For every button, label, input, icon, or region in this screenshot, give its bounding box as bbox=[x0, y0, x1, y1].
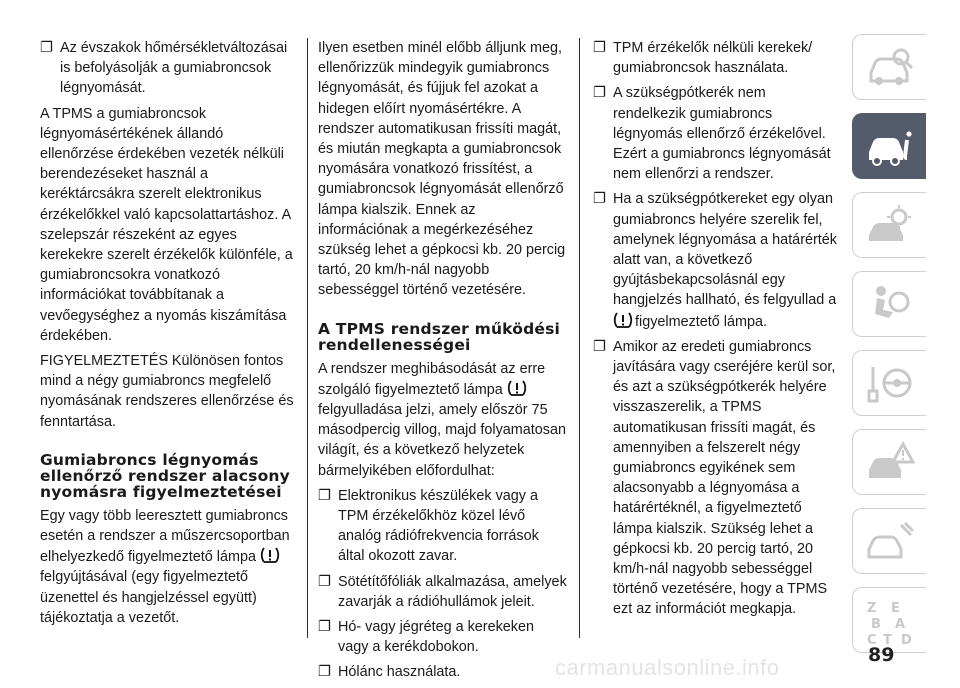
car-info-icon bbox=[865, 124, 915, 168]
svg-text:E: E bbox=[891, 601, 900, 616]
tab-car-sun[interactable] bbox=[852, 192, 926, 258]
list-item: ❐ Amikor az eredeti gumiabroncs javítására vagy cseréjére kerül sor, és azt a szükségpótkerék helyére visszaszerelik, a TPMS automatikusan frissíti magát, és amennyiben a felszerelt négy gumiabroncs egyikének sem alacsonyabb a légnyomása a határértéknél, a figyelmeztető lámpa kialszik. Szükség lehet a gépkocsi kb. 20 percig tartó, 20 km/h-nál nagyobb sebességgel történő vezetésére, hogy a TPMS ezt az információt megkapja. bbox=[593, 338, 836, 618]
car-warning-icon bbox=[865, 440, 915, 484]
tab-airbag-seat[interactable] bbox=[852, 271, 926, 337]
section-heading: Gumiabroncs légnyomás ellenőrző rendszer alacsony nyomásra figyelmeztetései bbox=[40, 450, 290, 501]
tab-wrench-steering[interactable] bbox=[852, 350, 926, 416]
paragraph: Egy vagy több leeresztett gumiabroncs esetén a rendszer a műszercsoportban elhelyezkedő figyelmeztető lámpa felgyújtásával (egy figyelmeztető üzenettel és hangjelzéssel együtt) tájékoztatja a vezetőt. bbox=[40, 507, 290, 626]
airbag-seat-icon bbox=[865, 282, 915, 326]
chapter-tabs bbox=[852, 34, 926, 666]
watermark: carmanualsonline.info bbox=[555, 655, 780, 680]
tab-car-info[interactable] bbox=[852, 113, 926, 179]
paragraph: A TPMS a gumiabroncsok légnyomásértékének állandó ellenőrzése érdekében vezeték nélküli berendezéseket használ a keréktárcsákra szerelt elektronikus érzékelőkkel való kapcsolattartáshoz. A szelepszár részeként az egyes kerekekre szerelt érzékelők különféle, a gumiabroncsokra vonatkozó információkat továbbítanak a vevőegységhez a nyomás kiszámítása érdekében. bbox=[40, 105, 293, 344]
paragraph: Ilyen esetben minél előbb álljunk meg, ellenőrizzük mindegyik gumiabroncs légnyomását, és fújjuk fel azokat a hidegen előírt nyomásértékre. A rendszer automatikusan frissíti magát, és miután megkapta a gumiabroncsok nyomására vonatkozó frissítést, a gumiabroncsok légnyomását ellenőrző lámpa kialszik. Ennek az információnak a megérkezéséhez szükség lehet a gépkocsi kb. 20 percig tartó, 20 km/h-nál nagyobb sebességgel történő vezetésére. bbox=[318, 40, 566, 299]
section-heading: A TPMS rendszer működési rendellenességei bbox=[318, 319, 561, 354]
column-1 bbox=[40, 38, 298, 633]
paragraph: A rendszer meghibásodását az erre szolgáló figyelmeztető lámpa felgyulladása jelzi, amely először 75 másodpercig villog, majd folyamatosan világít, és a következő helyzetek bármelyikében előfordulhat: bbox=[318, 360, 566, 479]
svg-text:Z: Z bbox=[867, 601, 877, 616]
checkbox-bullet-icon: ❐ bbox=[40, 40, 53, 56]
column-divider-2 bbox=[579, 38, 580, 638]
svg-text:T: T bbox=[883, 633, 892, 646]
checkbox-bullet-icon: ❐ bbox=[593, 191, 606, 208]
tab-car-warning[interactable] bbox=[852, 429, 926, 495]
tire-pressure-warning-icon bbox=[613, 311, 633, 329]
list-item: ❐ Elektronikus készülékek vagy a TPM érzékelőkhöz közel lévő analóg rádiófrekvencia források által okozott zavar. bbox=[318, 487, 539, 565]
column-2 bbox=[318, 38, 568, 688]
svg-text:A: A bbox=[895, 617, 906, 632]
tab-car-service[interactable] bbox=[852, 508, 926, 574]
list-item: ❐ A szükségpótkerék nem rendelkezik gumiabroncs légnyomás ellenőrző érzékelővel. Ezért a gumiabroncs légnyomását nem ellenőrzi a rendszer. bbox=[593, 85, 831, 183]
tire-pressure-warning-icon bbox=[260, 546, 280, 564]
list-item: ❐ Hólánc használata. bbox=[318, 662, 568, 682]
list-item: ❐ TPM érzékelők nélküli kerekek/ gumiabroncsok használata. bbox=[593, 40, 813, 77]
list-item: ❐ Sötétítőfóliák alkalmazása, amelyek zavarják a rádióhullámok jeleit. bbox=[318, 573, 567, 610]
column-3 bbox=[593, 38, 841, 625]
checkbox-bullet-icon: ❐ bbox=[593, 40, 606, 56]
page-number: 89 bbox=[868, 644, 895, 666]
checkbox-bullet-icon: ❐ bbox=[318, 619, 331, 636]
checkbox-bullet-icon: ❐ bbox=[318, 664, 331, 681]
svg-text:D: D bbox=[901, 633, 912, 646]
checkbox-bullet-icon: ❐ bbox=[593, 338, 606, 355]
tab-car-search[interactable] bbox=[852, 34, 926, 100]
checkbox-bullet-icon: ❐ bbox=[318, 487, 331, 504]
alphabet-index-icon bbox=[865, 598, 915, 646]
car-service-icon bbox=[865, 519, 915, 563]
checkbox-bullet-icon: ❐ bbox=[593, 85, 606, 102]
tire-pressure-warning-icon bbox=[507, 379, 527, 397]
checkbox-bullet-icon: ❐ bbox=[318, 573, 331, 590]
svg-text:C: C bbox=[867, 633, 877, 646]
warning-paragraph: FIGYELMEZTETÉS Különösen fontos mind a négy gumiabroncs megfelelő nyomásának rendszeres ellenőrzése és fenntartása. bbox=[40, 353, 294, 430]
column-divider-1 bbox=[307, 38, 308, 638]
svg-text:B: B bbox=[871, 617, 881, 632]
car-sun-icon bbox=[865, 203, 915, 247]
car-search-icon bbox=[865, 45, 915, 89]
wrench-steering-icon bbox=[865, 361, 915, 405]
list-item: ❐ Ha a szükségpótkereket egy olyan gumiabroncs helyére szerelik fel, amelynek légnyomása a határérték alatt van, a következő gyújtásbekapcsolásnál egy hangjelzés hallható, és felgyullad a figyelmeztető lámpa. bbox=[593, 191, 837, 330]
list-item: ❐ Az évszakok hőmérsékletváltozásai is befolyásolják a gumiabroncsok légnyomását. bbox=[40, 40, 288, 97]
list-item: ❐ Hó- vagy jégréteg a kerekeken vagy a kerékdobokon. bbox=[318, 619, 534, 656]
